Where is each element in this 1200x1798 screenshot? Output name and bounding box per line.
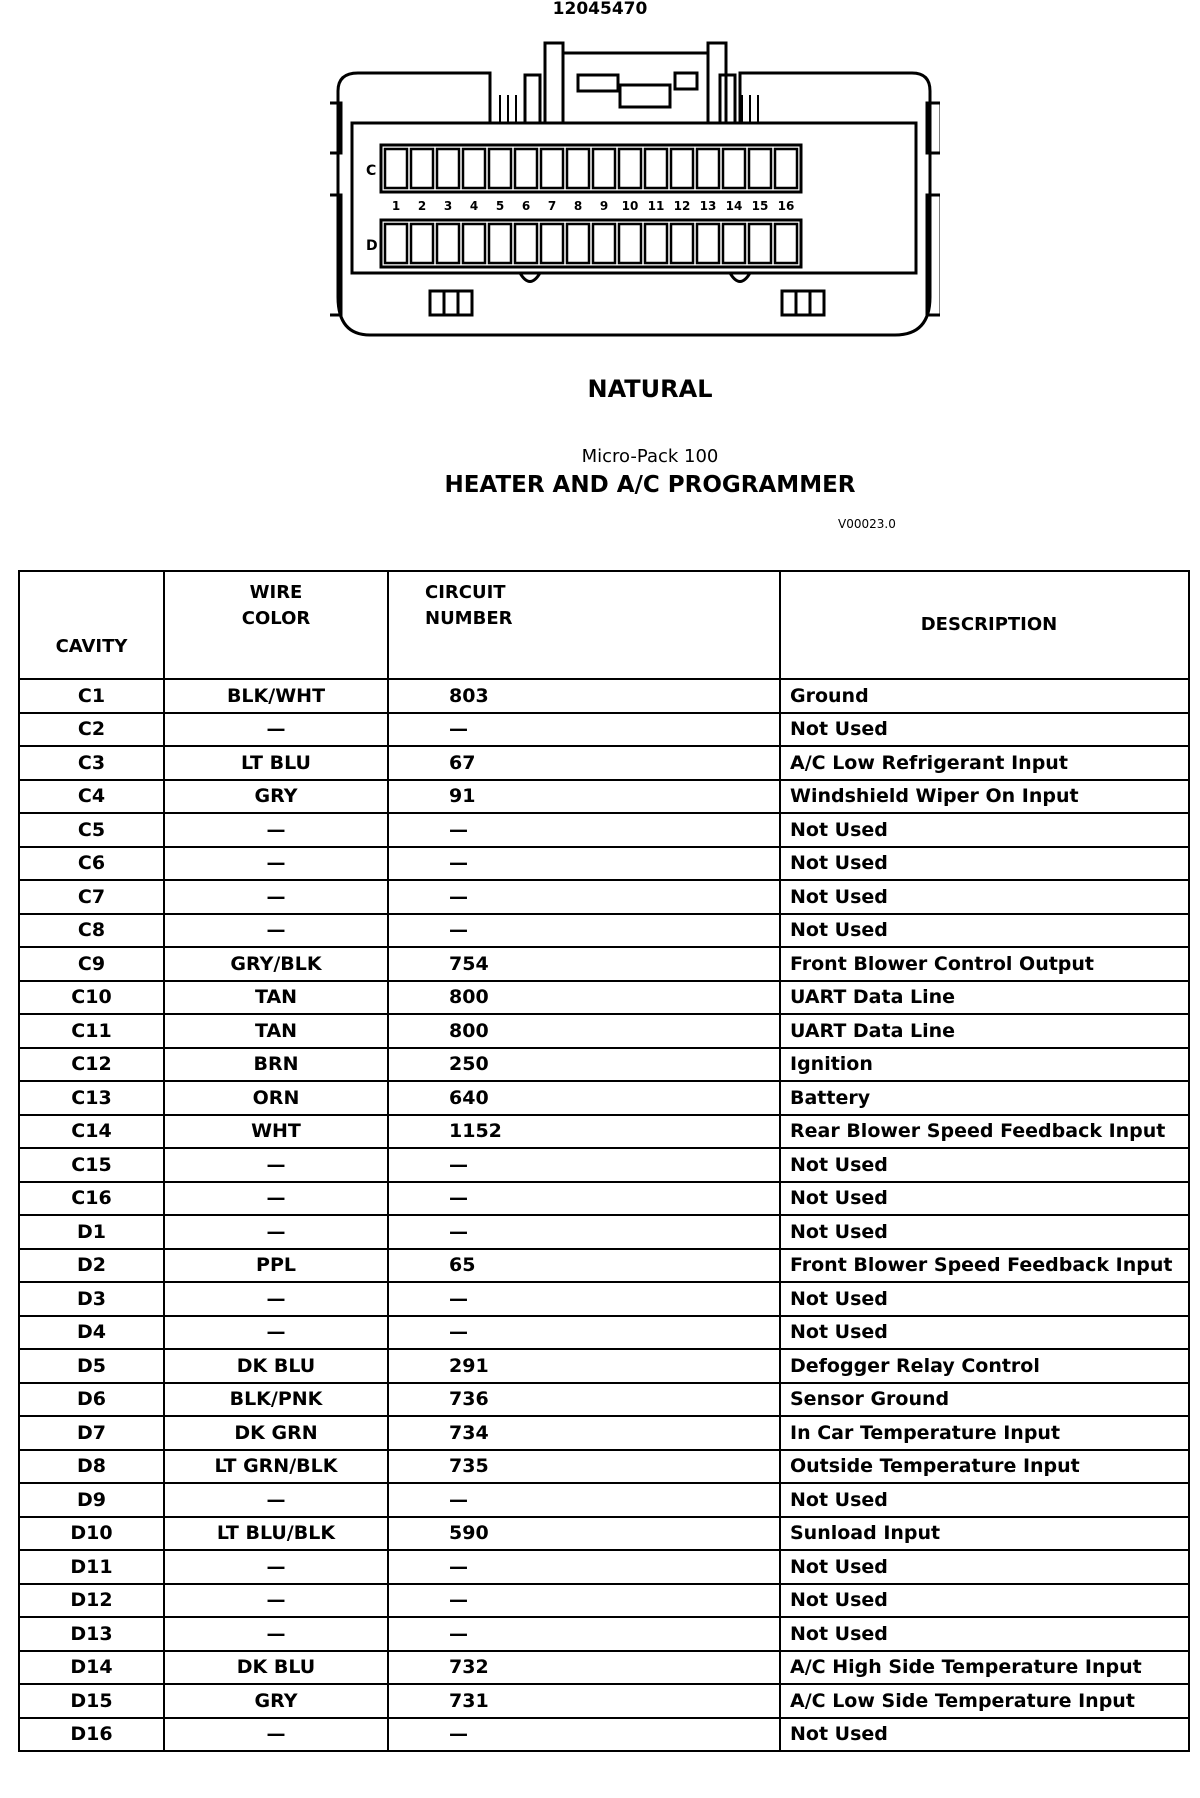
wire-color-cell: DK GRN xyxy=(164,1416,388,1450)
wire-color-cell: — xyxy=(164,1182,388,1216)
circuit-number-cell: 800 xyxy=(388,981,780,1015)
table-row xyxy=(19,746,1189,780)
cavity-d11 xyxy=(645,224,667,263)
cavity-d3 xyxy=(437,224,459,263)
cavity-cell: C3 xyxy=(19,746,164,780)
table-row xyxy=(19,1383,1189,1417)
circuit-number-cell: — xyxy=(388,713,780,747)
cavity-cell: D10 xyxy=(19,1517,164,1551)
cavity-c10 xyxy=(619,149,641,188)
description-cell: Not Used xyxy=(780,847,1189,881)
connector-diagram xyxy=(330,35,940,340)
table-row xyxy=(19,1282,1189,1316)
description-cell: A/C High Side Temperature Input xyxy=(780,1651,1189,1685)
table-row xyxy=(19,847,1189,881)
row-label-d: D xyxy=(366,238,378,254)
circuit-number-cell: 640 xyxy=(388,1081,780,1115)
description-cell: Not Used xyxy=(780,1718,1189,1752)
cavity-c9 xyxy=(593,149,615,188)
cavity-c2 xyxy=(411,149,433,188)
cavity-cell: D15 xyxy=(19,1684,164,1718)
table-row xyxy=(19,1617,1189,1651)
cavity-d12 xyxy=(671,224,693,263)
wire-color-cell: — xyxy=(164,813,388,847)
cavity-d1 xyxy=(385,224,407,263)
cavity-c12 xyxy=(671,149,693,188)
description-cell: UART Data Line xyxy=(780,981,1189,1015)
pin-number: 15 xyxy=(751,199,769,213)
table-row xyxy=(19,1014,1189,1048)
cavity-c1 xyxy=(385,149,407,188)
cavity-cell: C1 xyxy=(19,679,164,713)
cavity-c6 xyxy=(515,149,537,188)
cavity-d6 xyxy=(515,224,537,263)
description-cell: UART Data Line xyxy=(780,1014,1189,1048)
cavity-c7 xyxy=(541,149,563,188)
circuit-number-cell: — xyxy=(388,1483,780,1517)
pin-number: 4 xyxy=(469,199,479,213)
cavity-cell: D1 xyxy=(19,1215,164,1249)
header-circuit-number: CIRCUIT NUMBER xyxy=(388,571,780,679)
cavity-c11 xyxy=(645,149,667,188)
row-c-shell xyxy=(381,145,801,192)
table-row xyxy=(19,1517,1189,1551)
cavity-cell: D4 xyxy=(19,1316,164,1350)
description-cell: Not Used xyxy=(780,1483,1189,1517)
wire-color-cell: — xyxy=(164,847,388,881)
cavity-d10 xyxy=(619,224,641,263)
wire-color-cell: BLK/PNK xyxy=(164,1383,388,1417)
cavity-c5 xyxy=(489,149,511,188)
wire-color-cell: — xyxy=(164,1316,388,1350)
table-row xyxy=(19,1182,1189,1216)
circuit-number-cell: — xyxy=(388,1215,780,1249)
circuit-number-cell: — xyxy=(388,1617,780,1651)
wire-color-cell: — xyxy=(164,914,388,948)
pinout-table xyxy=(18,570,1190,1752)
cavity-cell: D8 xyxy=(19,1450,164,1484)
circuit-number-cell: — xyxy=(388,914,780,948)
wire-color-cell: DK BLU xyxy=(164,1349,388,1383)
cavity-cell: C15 xyxy=(19,1148,164,1182)
circuit-number-cell: — xyxy=(388,1182,780,1216)
circuit-number-cell: 735 xyxy=(388,1450,780,1484)
cavity-cell: D14 xyxy=(19,1651,164,1685)
cavity-cell: D2 xyxy=(19,1249,164,1283)
table-row xyxy=(19,1249,1189,1283)
bottom-tab-left xyxy=(430,291,472,315)
pin-number: 11 xyxy=(647,199,665,213)
pin-number: 3 xyxy=(443,199,453,213)
circuit-number-cell: 65 xyxy=(388,1249,780,1283)
table-row xyxy=(19,1450,1189,1484)
header-description: DESCRIPTION xyxy=(780,571,1189,679)
pin-number: 5 xyxy=(495,199,505,213)
description-cell: Defogger Relay Control xyxy=(780,1349,1189,1383)
table-row xyxy=(19,1148,1189,1182)
cavity-c13 xyxy=(697,149,719,188)
wire-color-cell: DK BLU xyxy=(164,1651,388,1685)
circuit-number-cell: — xyxy=(388,1718,780,1752)
cavity-d5 xyxy=(489,224,511,263)
table-row xyxy=(19,1718,1189,1752)
description-cell: Not Used xyxy=(780,1148,1189,1182)
cavity-c14 xyxy=(723,149,745,188)
wire-color-cell: LT BLU xyxy=(164,746,388,780)
wire-color-cell: — xyxy=(164,1282,388,1316)
cavity-cell: C12 xyxy=(19,1048,164,1082)
description-cell: Ignition xyxy=(780,1048,1189,1082)
cavity-cell: D3 xyxy=(19,1282,164,1316)
circuit-number-cell: — xyxy=(388,880,780,914)
row-d-shell xyxy=(381,220,801,267)
wire-color-cell: — xyxy=(164,1148,388,1182)
pin-number: 16 xyxy=(777,199,795,213)
part-number: 12045470 xyxy=(552,0,648,19)
table-row xyxy=(19,880,1189,914)
cavity-cell: C5 xyxy=(19,813,164,847)
description-cell: Sunload Input xyxy=(780,1517,1189,1551)
wire-color-cell: — xyxy=(164,1215,388,1249)
description-cell: Ground xyxy=(780,679,1189,713)
description-cell: Rear Blower Speed Feedback Input xyxy=(780,1115,1189,1149)
table-row xyxy=(19,1584,1189,1618)
wire-color-cell: WHT xyxy=(164,1115,388,1149)
table-row xyxy=(19,914,1189,948)
wire-color-cell: TAN xyxy=(164,1014,388,1048)
cavity-cell: D13 xyxy=(19,1617,164,1651)
wire-color-cell: — xyxy=(164,880,388,914)
description-cell: Not Used xyxy=(780,713,1189,747)
cavity-cell: C10 xyxy=(19,981,164,1015)
table-row xyxy=(19,1215,1189,1249)
description-cell: Not Used xyxy=(780,1550,1189,1584)
circuit-number-cell: — xyxy=(388,813,780,847)
description-cell: In Car Temperature Input xyxy=(780,1416,1189,1450)
wire-color-cell: — xyxy=(164,713,388,747)
pin-number: 1 xyxy=(391,199,401,213)
description-cell: Sensor Ground xyxy=(780,1383,1189,1417)
wire-color-cell: BLK/WHT xyxy=(164,679,388,713)
description-cell: Battery xyxy=(780,1081,1189,1115)
pin-number: 14 xyxy=(725,199,743,213)
connector-color-label: NATURAL xyxy=(587,375,713,403)
wire-color-cell: GRY/BLK xyxy=(164,947,388,981)
description-cell: Front Blower Control Output xyxy=(780,947,1189,981)
table-row xyxy=(19,679,1189,713)
cavity-cell: D7 xyxy=(19,1416,164,1450)
pin-number: 8 xyxy=(573,199,583,213)
pin-number: 12 xyxy=(673,199,691,213)
circuit-number-cell: 67 xyxy=(388,746,780,780)
cavity-cell: C7 xyxy=(19,880,164,914)
cavity-cell: D12 xyxy=(19,1584,164,1618)
description-cell: Not Used xyxy=(780,813,1189,847)
circuit-number-cell: — xyxy=(388,847,780,881)
row-label-c: C xyxy=(366,163,377,179)
wire-color-cell: GRY xyxy=(164,780,388,814)
circuit-number-cell: 734 xyxy=(388,1416,780,1450)
wire-color-cell: GRY xyxy=(164,1684,388,1718)
component-title: HEATER AND A/C PROGRAMMER xyxy=(444,472,856,498)
pin-number: 2 xyxy=(417,199,427,213)
header-wire-color: WIRE COLOR xyxy=(164,571,388,679)
table-row xyxy=(19,1550,1189,1584)
cavity-c3 xyxy=(437,149,459,188)
cavity-cell: D5 xyxy=(19,1349,164,1383)
circuit-number-cell: 803 xyxy=(388,679,780,713)
cavity-c16 xyxy=(775,149,797,188)
cavity-d9 xyxy=(593,224,615,263)
wire-color-cell: ORN xyxy=(164,1081,388,1115)
pin-number: 7 xyxy=(547,199,557,213)
description-cell: Windshield Wiper On Input xyxy=(780,780,1189,814)
latch-post-left xyxy=(545,43,563,123)
wire-color-cell: — xyxy=(164,1483,388,1517)
circuit-number-cell: — xyxy=(388,1282,780,1316)
circuit-number-cell: 1152 xyxy=(388,1115,780,1149)
cavity-cell: C4 xyxy=(19,780,164,814)
pin-number: 6 xyxy=(521,199,531,213)
table-row xyxy=(19,1048,1189,1082)
table-row xyxy=(19,713,1189,747)
circuit-number-cell: 732 xyxy=(388,1651,780,1685)
circuit-number-cell: 731 xyxy=(388,1684,780,1718)
wire-color-cell: — xyxy=(164,1550,388,1584)
table-row xyxy=(19,1316,1189,1350)
cavity-cell: C8 xyxy=(19,914,164,948)
description-cell: Not Used xyxy=(780,1584,1189,1618)
table-row xyxy=(19,981,1189,1015)
cavity-d13 xyxy=(697,224,719,263)
table-row xyxy=(19,1651,1189,1685)
description-cell: Not Used xyxy=(780,880,1189,914)
wire-color-cell: — xyxy=(164,1617,388,1651)
cavity-d2 xyxy=(411,224,433,263)
cavity-d15 xyxy=(749,224,771,263)
cavity-cell: D9 xyxy=(19,1483,164,1517)
cavity-cell: C2 xyxy=(19,713,164,747)
circuit-number-cell: 250 xyxy=(388,1048,780,1082)
circuit-number-cell: — xyxy=(388,1148,780,1182)
cavity-d16 xyxy=(775,224,797,263)
cavity-cell: D11 xyxy=(19,1550,164,1584)
table-row xyxy=(19,1349,1189,1383)
wire-color-cell: TAN xyxy=(164,981,388,1015)
table-row xyxy=(19,947,1189,981)
description-cell: Front Blower Speed Feedback Input xyxy=(780,1249,1189,1283)
description-cell: Not Used xyxy=(780,914,1189,948)
cavity-d8 xyxy=(567,224,589,263)
circuit-number-cell: 754 xyxy=(388,947,780,981)
reference-code: V00023.0 xyxy=(838,517,896,531)
pin-number: 9 xyxy=(599,199,609,213)
circuit-number-cell: 590 xyxy=(388,1517,780,1551)
circuit-number-cell: — xyxy=(388,1584,780,1618)
cavity-cell: C16 xyxy=(19,1182,164,1216)
cavity-cell: C9 xyxy=(19,947,164,981)
pin-number: 10 xyxy=(621,199,639,213)
table-row xyxy=(19,1115,1189,1149)
circuit-number-cell: 291 xyxy=(388,1349,780,1383)
bottom-tab-right xyxy=(782,291,824,315)
cavity-cell: D16 xyxy=(19,1718,164,1752)
table-row xyxy=(19,780,1189,814)
circuit-number-cell: — xyxy=(388,1550,780,1584)
cavity-cell: C6 xyxy=(19,847,164,881)
cavity-d4 xyxy=(463,224,485,263)
table-row xyxy=(19,1684,1189,1718)
cavity-cell: D6 xyxy=(19,1383,164,1417)
description-cell: Not Used xyxy=(780,1316,1189,1350)
cavity-c8 xyxy=(567,149,589,188)
table-row xyxy=(19,1416,1189,1450)
description-cell: Not Used xyxy=(780,1182,1189,1216)
table-header-row xyxy=(19,571,1189,679)
cavity-d7 xyxy=(541,224,563,263)
table-row xyxy=(19,1081,1189,1115)
header-cavity: CAVITY xyxy=(19,571,164,679)
connector-type: Micro-Pack 100 xyxy=(581,446,719,467)
latch-post-right xyxy=(708,43,726,123)
description-cell: A/C Low Side Temperature Input xyxy=(780,1684,1189,1718)
cavity-c15 xyxy=(749,149,771,188)
cavity-cell: C14 xyxy=(19,1115,164,1149)
wire-color-cell: — xyxy=(164,1718,388,1752)
wire-color-cell: BRN xyxy=(164,1048,388,1082)
wire-color-cell: — xyxy=(164,1584,388,1618)
description-cell: Not Used xyxy=(780,1215,1189,1249)
table-row xyxy=(19,1483,1189,1517)
cavity-cell: C13 xyxy=(19,1081,164,1115)
cavity-cell: C11 xyxy=(19,1014,164,1048)
description-cell: Outside Temperature Input xyxy=(780,1450,1189,1484)
pin-number: 13 xyxy=(699,199,717,213)
table-row xyxy=(19,813,1189,847)
cavity-c4 xyxy=(463,149,485,188)
circuit-number-cell: 736 xyxy=(388,1383,780,1417)
description-cell: Not Used xyxy=(780,1617,1189,1651)
cavity-d14 xyxy=(723,224,745,263)
circuit-number-cell: 91 xyxy=(388,780,780,814)
wire-color-cell: LT GRN/BLK xyxy=(164,1450,388,1484)
circuit-number-cell: — xyxy=(388,1316,780,1350)
description-cell: A/C Low Refrigerant Input xyxy=(780,746,1189,780)
wire-color-cell: LT BLU/BLK xyxy=(164,1517,388,1551)
circuit-number-cell: 800 xyxy=(388,1014,780,1048)
wire-color-cell: PPL xyxy=(164,1249,388,1283)
description-cell: Not Used xyxy=(780,1282,1189,1316)
